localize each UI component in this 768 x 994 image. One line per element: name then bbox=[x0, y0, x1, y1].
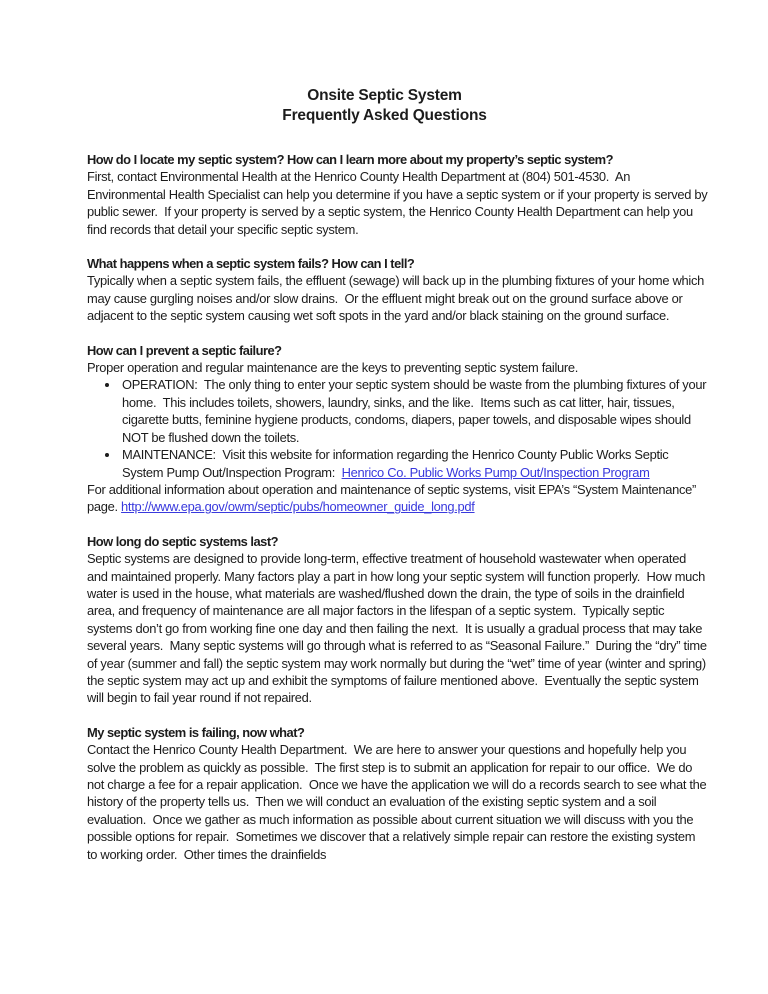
epa-guide-link[interactable]: http://www.epa.gov/owm/septic/pubs/homeowner_guide_long.pdf bbox=[121, 499, 475, 515]
title-line-2: Frequently Asked Questions bbox=[282, 107, 487, 124]
operation-bullet-text: OPERATION: The only thing to enter your septic system should be waste from the plumbing fixtures of your home. This includes toilets, showers, laundry, sinks, and the like. Items such as cat litter, hair, tissues, cigarette butts, feminine hygiene products, condoms, diapers, paper towels, and disposable wipes should NOT be flushed down the toilets. bbox=[122, 377, 710, 445]
question-heading-fails: What happens when a septic system fails? How can I tell? bbox=[87, 256, 415, 272]
section-system-lifespan bbox=[87, 533, 711, 707]
question-heading-lifespan: How long do septic systems last? bbox=[87, 533, 279, 549]
pump-out-program-link[interactable]: Henrico Co. Public Works Pump Out/Inspection Program bbox=[341, 464, 650, 480]
answer-text-fails: Typically when a septic system fails, the effluent (sewage) will back up in the plumbing fixtures of your home which may cause gurgling noises and/or slow drains. Or the effluent might break out on the ground surface above or adjacent to the septic system causing wet soft spots in the yard and/or black staining on the ground surface. bbox=[87, 273, 708, 324]
title-line-1: Onsite Septic System bbox=[307, 87, 462, 104]
question-heading-failing: My septic system is failing, now what? bbox=[87, 724, 305, 740]
answer-text-failing: Contact the Henrico County Health Department. We are here to answer your questions and hopefully help you solve the problem as quickly as possible. The first step is to submit an application for repair to our office. We do not charge a fee for a repair application. Once we have the application we will do a records search to see what the history of the property tells us. Then we will conduct an evaluation of the existing septic system and a soil evaluation. Once we gather as much information as possible about current situation we will discuss with you the possible options for repair. Sometimes we discover that a relatively simple repair can restore the existing system to working order. Other times the drainfields bbox=[87, 742, 710, 862]
maintenance-bullet-text: MAINTENANCE: Visit this website for information regarding the Henrico County Public Works Septic System Pump Out/Inspection Program: bbox=[122, 447, 672, 480]
list-item-maintenance bbox=[120, 446, 708, 481]
answer-intro-prevent: Proper operation and regular maintenance are the keys to preventing septic system failure. bbox=[87, 360, 579, 376]
epa-note bbox=[87, 481, 708, 516]
list-item-operation bbox=[120, 376, 708, 446]
section-failing-now-what bbox=[87, 724, 708, 863]
document-title bbox=[74, 86, 695, 126]
answer-text-lifespan: Septic systems are designed to provide long-term, effective treatment of household wastewater when operated and maintained properly. Many factors play a part in how long your septic system will function properly. How much water is used in the house, what materials are washed/flushed down the drain, the type of soils in the drainfield area, and frequency of maintenance are all major factors in the lifespan of a septic system. Typically septic systems don’t go from working fine one day and then failing the next. It is usually a gradual process that may take several years. Many septic systems will go through what is referred to as “Seasonal Failure.” During the “dry” time of year (summer and fall) the septic system may work normally but during the “wet” time of year (winter and spring) the septic system may act up and exhibit the symptoms of failure mentioned above. Eventually the septic system will begin to fail year round if not repaired. bbox=[87, 551, 711, 706]
question-heading-locate: How do I locate my septic system? How can I learn more about my property’s septic system? bbox=[87, 152, 613, 167]
section-system-fails bbox=[87, 255, 708, 325]
section-prevent-failure bbox=[87, 342, 708, 516]
prevention-list bbox=[87, 376, 708, 480]
answer-text-locate: First, contact Environmental Health at the Henrico County Health Department at (804) 501-4530. An Environmental Health Specialist can help you determine if you have a septic system or if your property is served by public sewer. If your property is served by a septic system, the Henrico County Health Department can help you find records that detail your specific septic system. bbox=[87, 169, 711, 237]
section-locate-system bbox=[87, 151, 711, 238]
question-heading-prevent: How can I prevent a septic failure? bbox=[87, 342, 282, 358]
epa-note-text: For additional information about operation and maintenance of septic systems, visit EPA’s “System Maintenance” page. bbox=[87, 481, 700, 515]
